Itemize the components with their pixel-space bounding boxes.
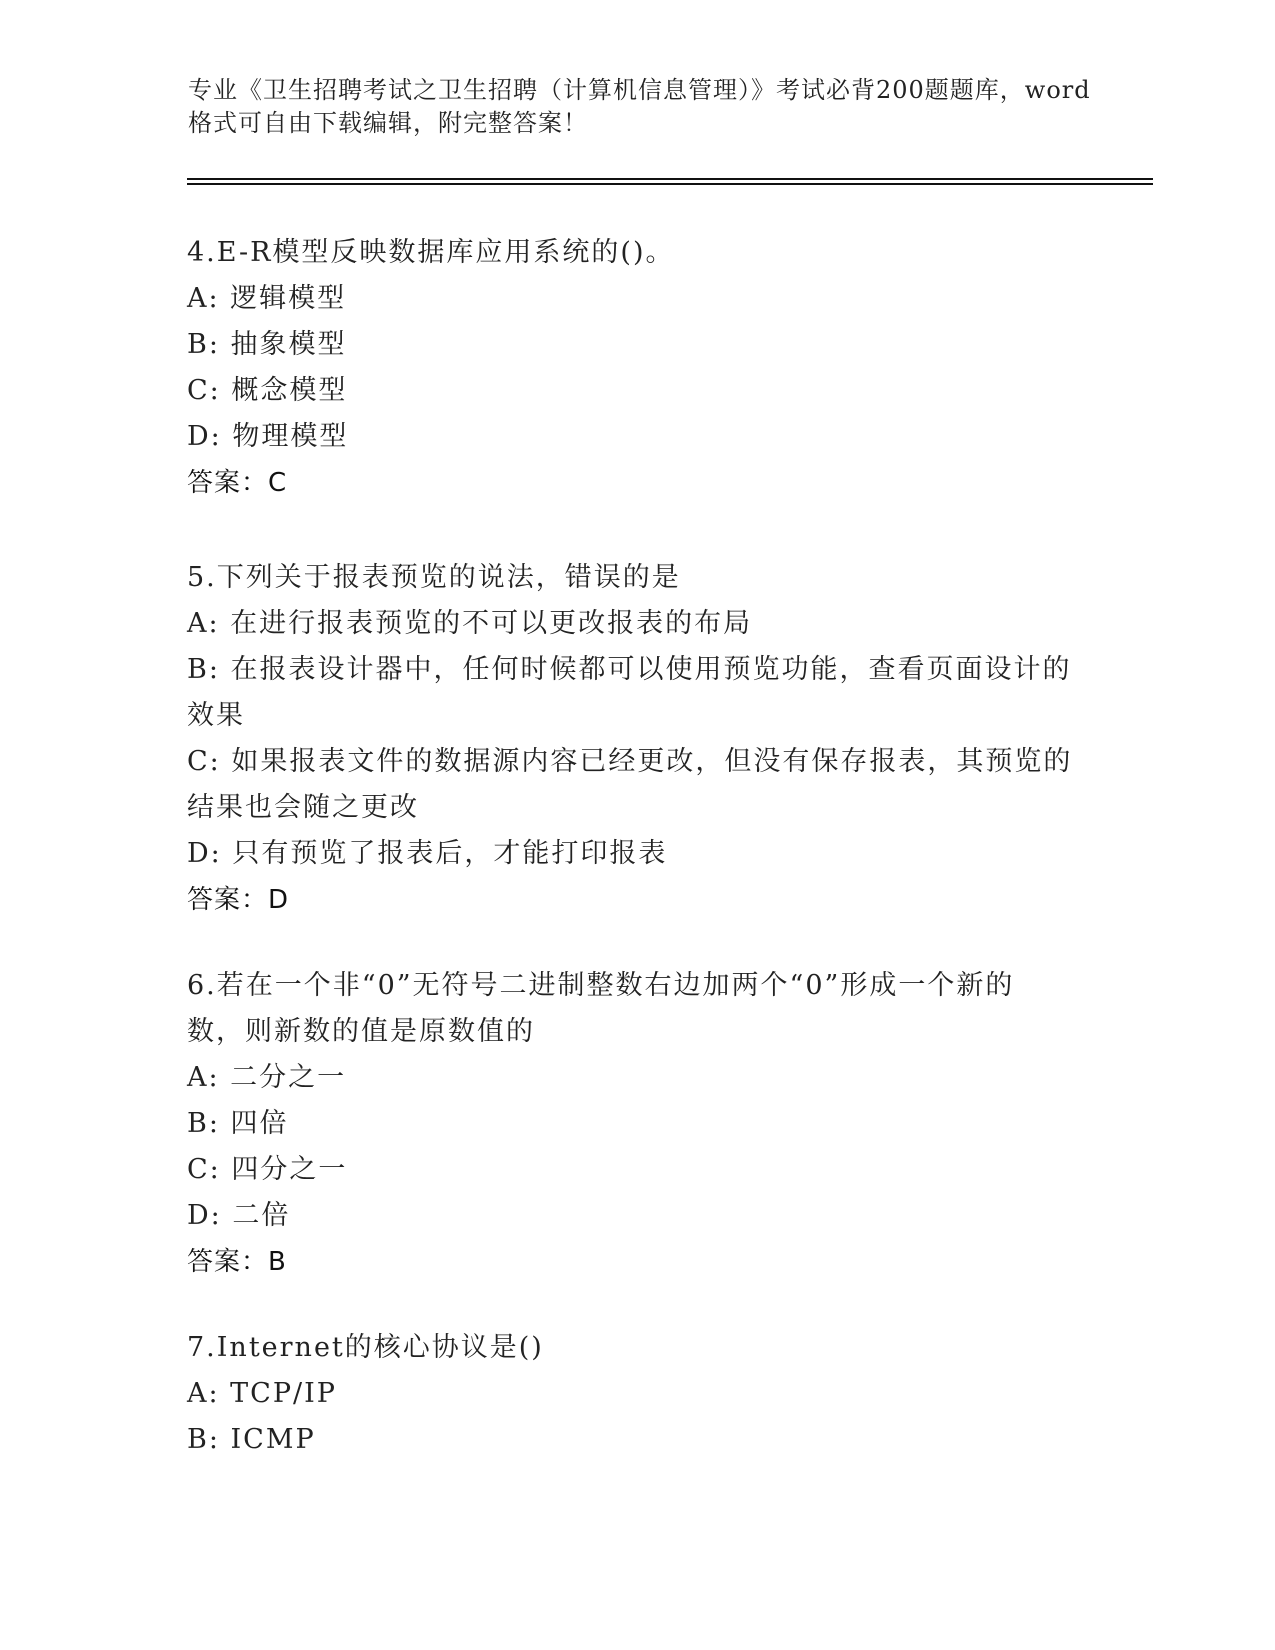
option-b: B: 在报表设计器中，任何时候都可以使用预览功能，查看页面设计的 bbox=[187, 654, 1072, 685]
answer: 答案：B bbox=[187, 1247, 287, 1277]
option-a: A: TCP/IP bbox=[187, 1378, 337, 1409]
option-c-continued: 结果也会随之更改 bbox=[187, 792, 419, 823]
question-5 bbox=[187, 555, 1087, 923]
option-c: C: 概念模型 bbox=[187, 375, 348, 406]
question-6 bbox=[187, 963, 1087, 1285]
question-stem: 7.Internet的核心协议是() bbox=[187, 1332, 544, 1363]
option-d: D: 二倍 bbox=[187, 1200, 291, 1231]
option-a: A: 逻辑模型 bbox=[187, 283, 347, 314]
option-b: B: 四倍 bbox=[187, 1108, 289, 1139]
option-b-continued: 效果 bbox=[187, 700, 245, 731]
question-stem-continued: 数，则新数的值是原数值的 bbox=[187, 1016, 535, 1047]
document-header bbox=[188, 74, 1091, 140]
answer: 答案：C bbox=[187, 468, 288, 498]
header-line-1: 专业《卫生招聘考试之卫生招聘（计算机信息管理）》考试必背200题题库，word bbox=[188, 76, 1091, 104]
option-c: C: 如果报表文件的数据源内容已经更改，但没有保存报表，其预览的 bbox=[187, 746, 1073, 777]
question-7 bbox=[187, 1325, 1087, 1463]
option-d: D: 只有预览了报表后，才能打印报表 bbox=[187, 838, 668, 869]
header-line-2: 格式可自由下载编辑，附完整答案！ bbox=[188, 109, 588, 137]
header-divider-bottom bbox=[187, 183, 1153, 185]
option-a: A: 在进行报表预览的不可以更改报表的布局 bbox=[187, 608, 753, 639]
option-b: B: 抽象模型 bbox=[187, 329, 347, 360]
header-divider-top bbox=[187, 178, 1153, 180]
option-b: B: ICMP bbox=[187, 1424, 316, 1455]
question-stem: 6.若在一个非“0”无符号二进制整数右边加两个“0”形成一个新的 bbox=[187, 970, 1015, 1001]
option-d: D: 物理模型 bbox=[187, 421, 349, 452]
option-c: C: 四分之一 bbox=[187, 1154, 348, 1185]
option-a: A: 二分之一 bbox=[187, 1062, 347, 1093]
question-4 bbox=[187, 230, 1087, 506]
question-stem: 4.E-R模型反映数据库应用系统的()。 bbox=[187, 237, 675, 268]
answer: 答案：D bbox=[187, 885, 290, 915]
question-stem: 5.下列关于报表预览的说法，错误的是 bbox=[187, 562, 681, 593]
